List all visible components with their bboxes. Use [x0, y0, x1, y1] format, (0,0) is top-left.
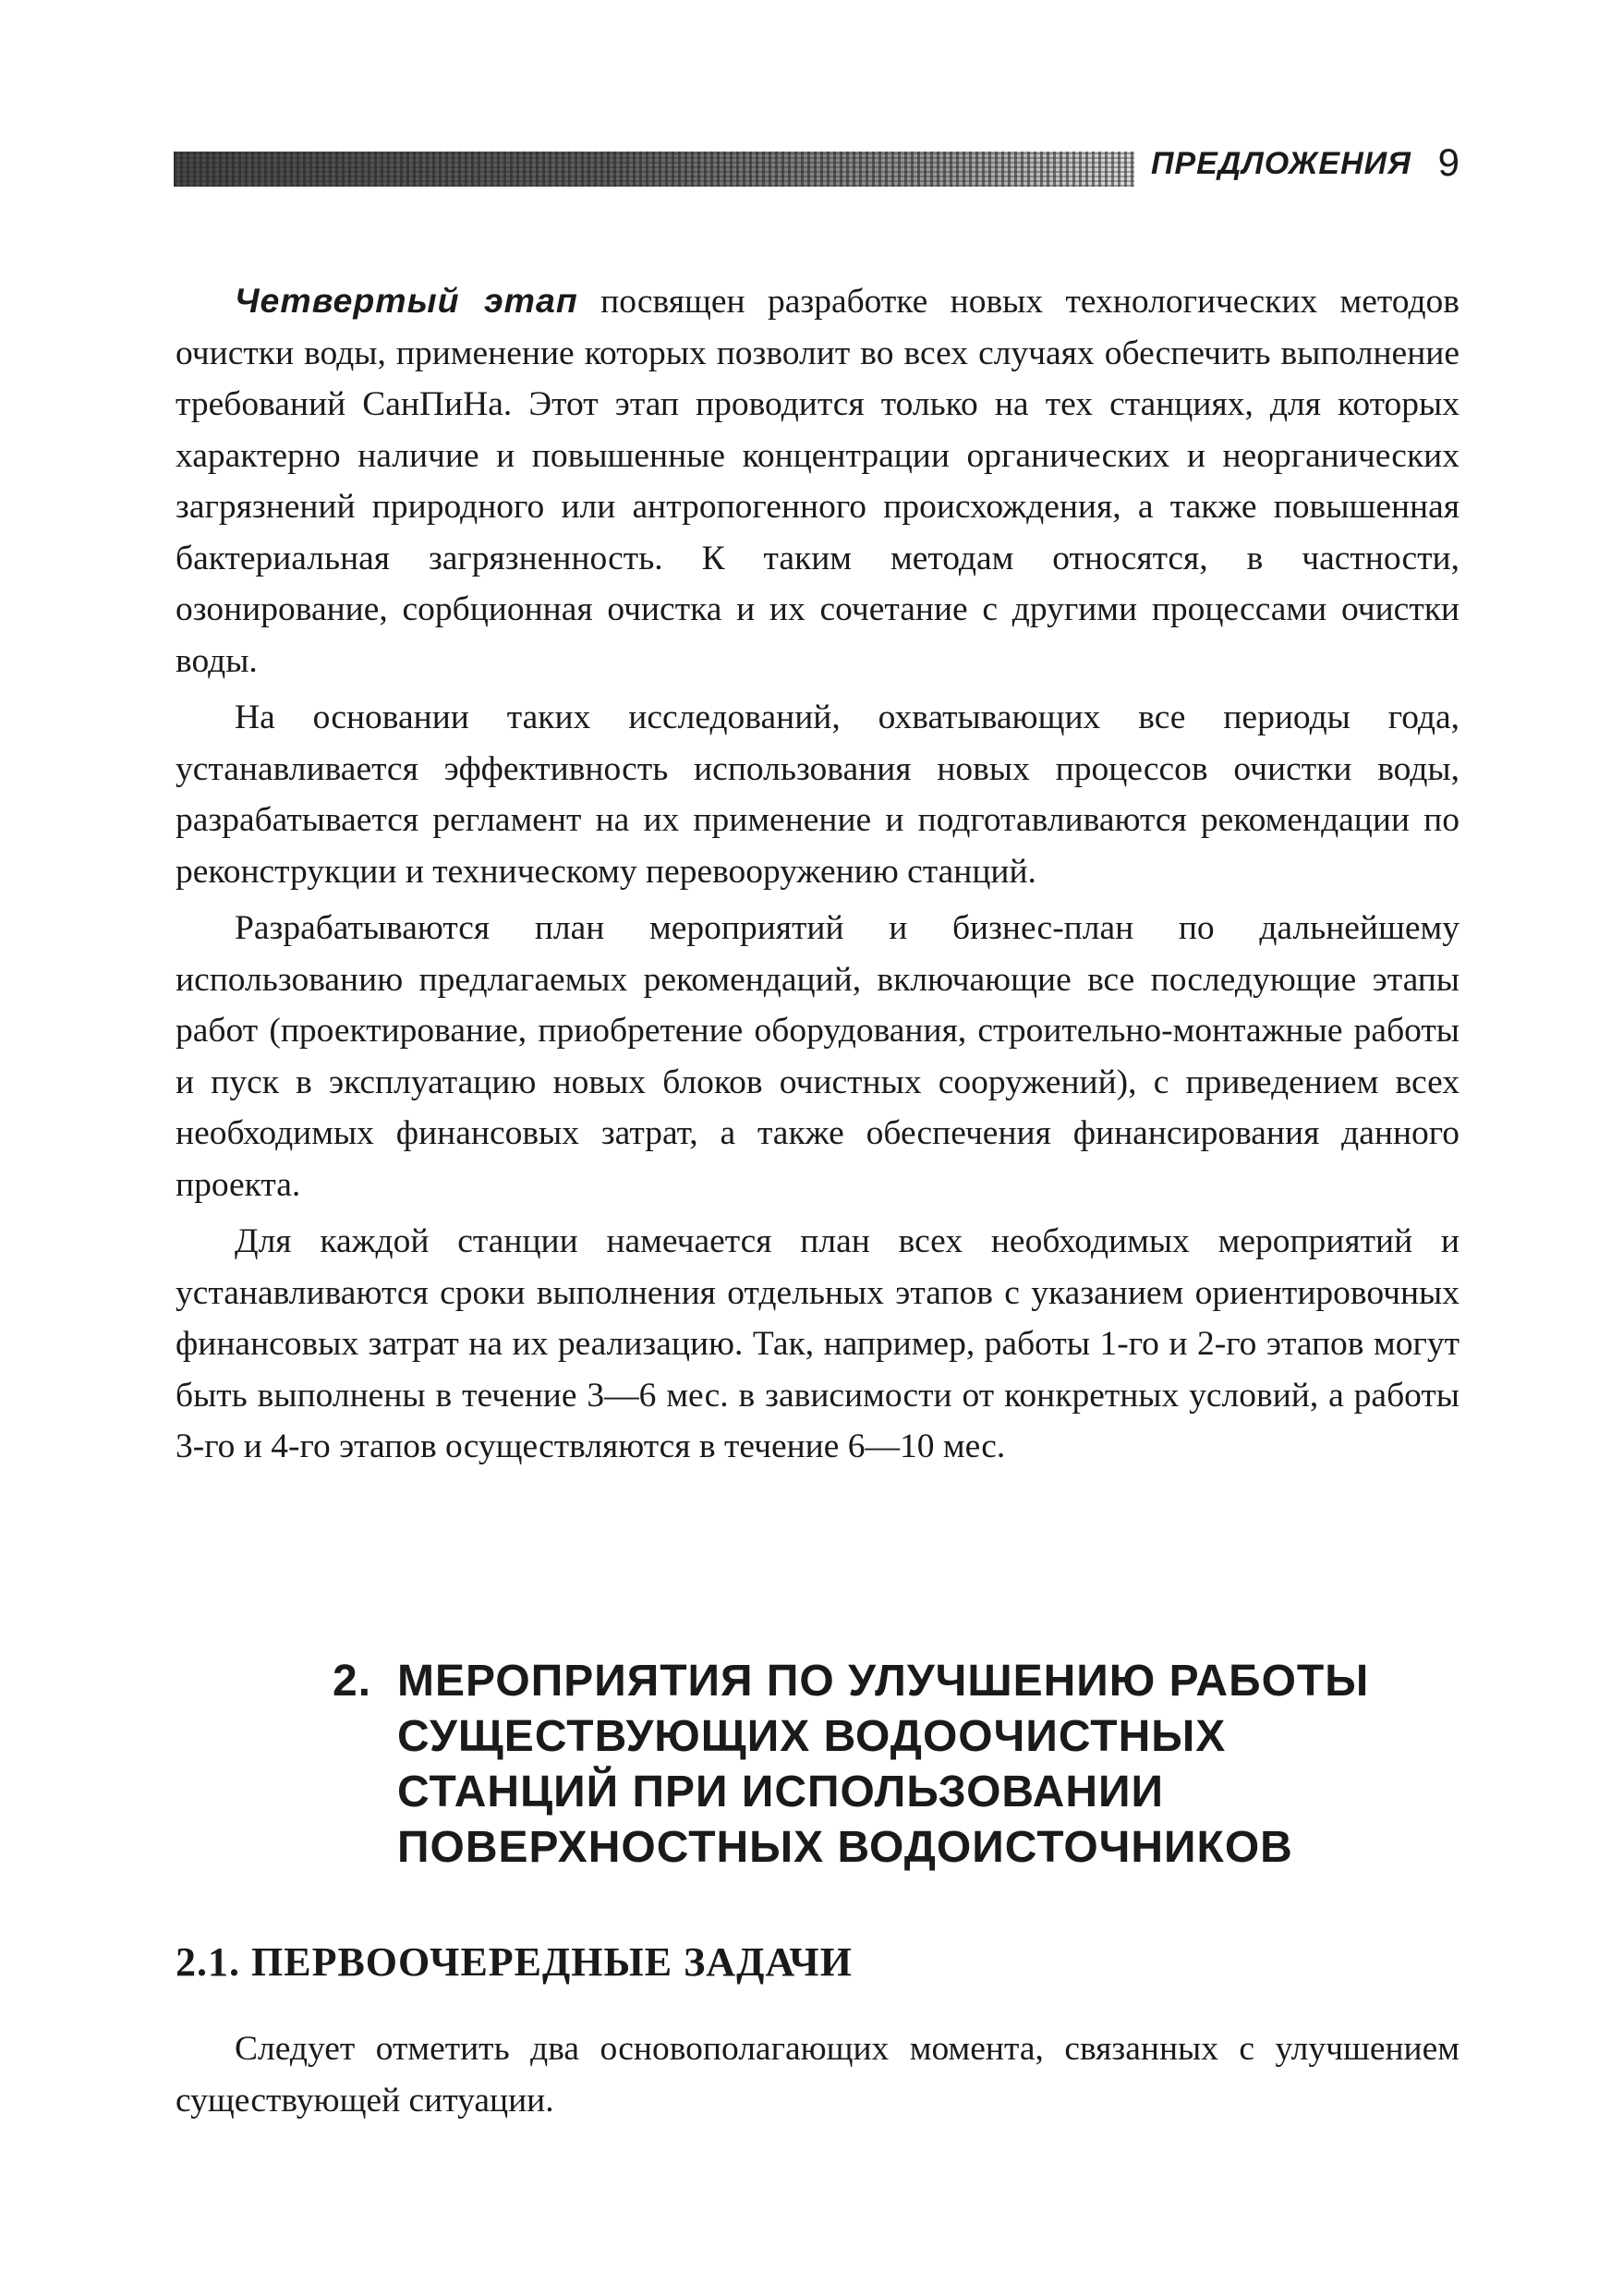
chapter-title-line: СТАНЦИЙ ПРИ ИСПОЛЬЗОВАНИИ [397, 1768, 1165, 1816]
paragraph: На основании таких исследований, охватывающих все периоды года, устанавливается эффективность использования новых процессов очистки воды, разрабатывается регламент на их применение и подготавливаются рекомендации по реконструкции и техническому перевооружению станций. [176, 699, 1460, 891]
paragraph: Разрабатываются план мероприятий и бизнес-план по дальнейшему использованию предлагаемых рекомендаций, включающие все последующие этапы работ (проектирование, приобретение оборудования, строительно-монтажные работы и пуск в эксплуатацию новых блоков очистных сооружений), с приведением всех необходимых финансовых затрат, а также обеспечения финансирования данного проекта. [176, 909, 1460, 1204]
chapter-number: 2. [333, 1657, 372, 1706]
running-header [174, 139, 1460, 196]
chapter-title-line: СУЩЕСТВУЮЩИХ ВОДООЧИСТНЫХ [397, 1712, 1227, 1761]
paragraph-lead: Четвертый этап [235, 281, 578, 320]
body-text [176, 275, 1460, 1478]
running-header-title: ПРЕДЛОЖЕНИЯ [1151, 146, 1411, 181]
chapter-heading [333, 1654, 1460, 1876]
paragraph: Для каждой станции намечается план всех необходимых мероприятий и устанавливаются сроки выполнения отдельных этапов с указанием ориентировочных финансовых затрат на их реализацию. Так, например, работы 1-го и 2-го этапов могут быть выполнены в течение 3—6 мес. в зависимости от конкретных условий, а работы 3-го и 4-го этапов осуществляются в течение 6—10 мес. [176, 1222, 1460, 1465]
chapter-title-line: МЕРОПРИЯТИЯ ПО УЛУЧШЕНИЮ РАБОТЫ [397, 1657, 1370, 1706]
paragraph-text: посвящен разработке новых технологических методов очистки воды, применение которых позволит во всех случаях обеспечить выполнение требований СанПиНа. Этот этап проводится только на тех станциях, для которых характерно наличие и повышенные концентрации органических и неорганических загрязнений природного или антропогенного происхождения, а также повышенная бактериальная загрязненность. К таким методам относятся, в частности, озонирование, сорбционная очистка и их сочетание с другими процессами очистки воды. [176, 283, 1460, 680]
header-decorative-band [174, 152, 1134, 187]
paragraph: Следует отметить два основополагающих момента, связанных с улучшением существующей ситуации. [176, 2030, 1460, 2120]
section-heading: 2.1. ПЕРВООЧЕРЕДНЫЕ ЗАДАЧИ [176, 1939, 853, 1985]
page-number: 9 [1437, 140, 1460, 184]
paragraph [176, 275, 1460, 686]
chapter-title-line: ПОВЕРХНОСТНЫХ ВОДОИСТОЧНИКОВ [397, 1823, 1293, 1872]
final-text [176, 2023, 1460, 2127]
